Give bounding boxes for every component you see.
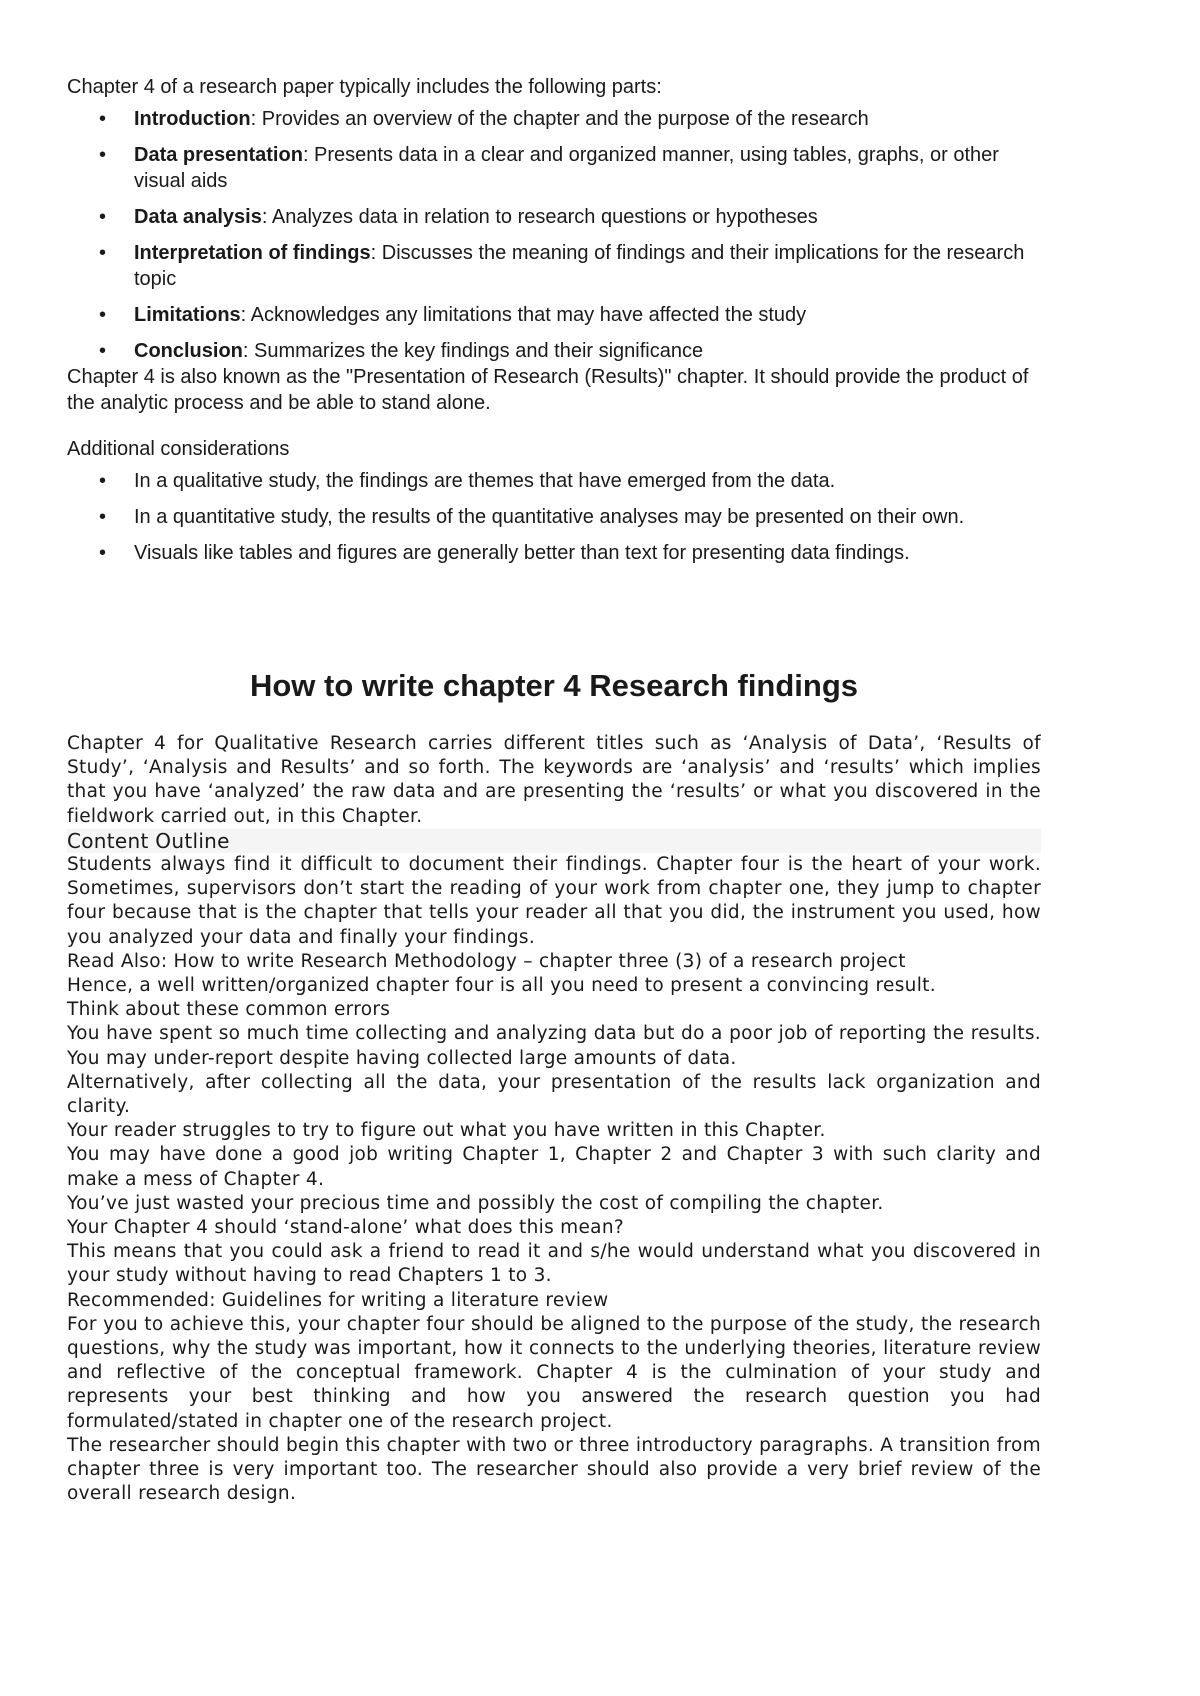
- paragraph: Students always find it difficult to document their findings. Chapter four is the heart of your work. Sometimes, supervisors don’t start the reading of your work from chapter one, they jump to chapter four because that is the chapter that tells your reader all that you did, the instrument you used, how you analyzed your data and finally your findings.: [67, 854, 1041, 948]
- parts-list: [67, 106, 1042, 364]
- content-outline-heading: Content Outline: [67, 829, 1041, 853]
- paragraph: Chapter 4 for Qualitative Research carries different titles such as ‘Analysis of Data’, ‘Results of Study’, ‘Analysis and Results’ and so forth. The keywords are ‘analysis’ and ‘results’ which implies that you have ‘analyzed’ the raw data and are presenting the ‘results’ or what you discovered in the fieldwork carried out, in this Chapter.: [67, 733, 1041, 827]
- paragraph: You’ve just wasted your precious time and possibly the cost of compiling the chapter.: [67, 1192, 884, 1214]
- desc: : Provides an overview of the chapter and the purpose of the research: [250, 108, 869, 130]
- paragraph: This means that you could ask a friend to read it and s/he would understand what you discovered in your study without having to read Chapters 1 to 3.: [67, 1241, 1041, 1287]
- paragraph: You have spent so much time collecting and analyzing data but do a poor job of reporting the results. You may under-report despite having collected large amounts of data.: [67, 1023, 1041, 1069]
- also-known-text: Chapter 4 is also known as the "Presentation of Research (Results)" chapter. It should provide the product of the analytic process and be able to stand alone.: [67, 366, 1029, 414]
- list-item: [67, 142, 1042, 194]
- list-item: [67, 240, 1042, 292]
- additional-list: [67, 468, 1042, 566]
- paragraph: Your reader struggles to try to figure out what you have written in this Chapter.: [67, 1120, 826, 1142]
- paragraph: You may have done a good job writing Chapter 1, Chapter 2 and Chapter 3 with such clarity and make a mess of Chapter 4.: [67, 1144, 1041, 1190]
- article-body: [67, 732, 1041, 1507]
- list-item: • Visuals like tables and figures are generally better than text for presenting data findings.: [67, 540, 1042, 566]
- list-item: • In a quantitative study, the results of the quantitative analyses may be presented on their own.: [67, 504, 1042, 530]
- term: Data analysis: [134, 206, 262, 228]
- desc: : Acknowledges any limitations that may have affected the study: [240, 304, 807, 326]
- paragraph: Your Chapter 4 should ‘stand-alone’ what does this mean?: [67, 1217, 624, 1239]
- desc: : Summarizes the key findings and their significance: [242, 340, 704, 362]
- page-heading: How to write chapter 4 Research findings: [249, 668, 859, 703]
- desc: : Analyzes data in relation to research questions or hypotheses: [261, 206, 818, 228]
- list-item: • In a qualitative study, the findings are themes that have emerged from the data.: [67, 468, 1042, 494]
- list-item: [67, 338, 1042, 364]
- desc: : Discusses the meaning of findings and their implications for the research topic: [134, 242, 1025, 290]
- paragraph: Alternatively, after collecting all the data, your presentation of the results lack organization and clarity.: [67, 1071, 1041, 1118]
- list-item: [67, 204, 1042, 230]
- list-item: [67, 106, 1042, 132]
- term: Conclusion: [134, 340, 243, 362]
- term: Data presentation: [134, 144, 303, 166]
- chapter-parts-section: [67, 74, 1042, 576]
- term: Limitations: [134, 304, 241, 326]
- paragraph: Hence, a well written/organized chapter four is all you need to present a convincing result.: [67, 975, 936, 997]
- paragraph: The researcher should begin this chapter with two or three introductory paragraphs. A transition from chapter three is very important too. The researcher should also provide a very brief review of the overall research design.: [67, 1434, 1041, 1505]
- recommended-link[interactable]: Recommended: Guidelines for writing a literature review: [67, 1289, 609, 1311]
- paragraph: Think about these common errors: [67, 999, 391, 1021]
- list-item: [67, 302, 1042, 328]
- intro-text: Chapter 4 of a research paper typically includes the following parts:: [67, 76, 662, 98]
- term: Interpretation of findings: [134, 242, 371, 264]
- paragraph: For you to achieve this, your chapter four should be aligned to the purpose of the study, the research questions, why the study was important, how it connects to the underlying theories, literature review and reflective of the conceptual framework. Chapter 4 is the culmination of your study and represents your best thinking and how you answered the research question you had formulated/stated in chapter one of the research project.: [67, 1313, 1041, 1432]
- additional-title: Additional considerations: [67, 438, 290, 460]
- read-also-link[interactable]: Read Also: How to write Research Methodology – chapter three (3) of a research project: [67, 950, 906, 972]
- term: Introduction: [134, 108, 251, 130]
- desc: : Presents data in a clear and organized manner, using tables, graphs, or other visual aids: [134, 144, 999, 192]
